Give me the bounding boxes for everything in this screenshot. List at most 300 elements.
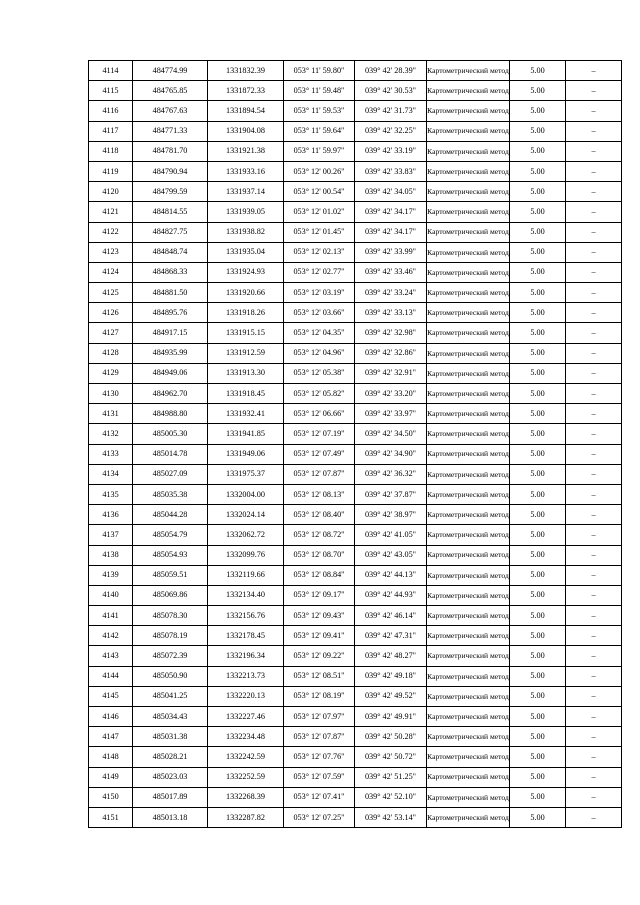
longitude-cell: 039° 42' 33.99" bbox=[355, 242, 427, 262]
latitude-cell: 053° 12' 01.02" bbox=[284, 202, 355, 222]
table-row bbox=[89, 787, 622, 807]
accuracy-cell: 5.00 bbox=[510, 686, 566, 706]
note-cell: – bbox=[566, 81, 622, 101]
method-cell: Картометрический метод bbox=[427, 686, 510, 706]
latitude-cell: 053° 12' 07.97" bbox=[284, 707, 355, 727]
x-coordinate-cell: 485054.93 bbox=[133, 545, 208, 565]
note-cell: – bbox=[566, 262, 622, 282]
longitude-cell: 039° 42' 53.14" bbox=[355, 807, 427, 827]
y-coordinate-cell: 1331913.30 bbox=[208, 363, 284, 383]
longitude-cell: 039° 42' 32.98" bbox=[355, 323, 427, 343]
x-coordinate-cell: 485035.38 bbox=[133, 484, 208, 504]
y-coordinate-cell: 1332220.13 bbox=[208, 686, 284, 706]
latitude-cell: 053° 11' 59.80" bbox=[284, 61, 355, 81]
latitude-cell: 053° 12' 08.19" bbox=[284, 686, 355, 706]
x-coordinate-cell: 485013.18 bbox=[133, 807, 208, 827]
longitude-cell: 039° 42' 34.50" bbox=[355, 424, 427, 444]
point-number-cell: 4127 bbox=[89, 323, 133, 343]
y-coordinate-cell: 1331937.14 bbox=[208, 182, 284, 202]
accuracy-cell: 5.00 bbox=[510, 565, 566, 585]
x-coordinate-cell: 484790.94 bbox=[133, 161, 208, 181]
longitude-cell: 039° 42' 34.17" bbox=[355, 202, 427, 222]
method-cell: Картометрический метод bbox=[427, 262, 510, 282]
method-cell: Картометрический метод bbox=[427, 767, 510, 787]
coordinates-table bbox=[88, 60, 622, 828]
point-number-cell: 4118 bbox=[89, 141, 133, 161]
table-row bbox=[89, 384, 622, 404]
table-row bbox=[89, 363, 622, 383]
longitude-cell: 039° 42' 50.28" bbox=[355, 727, 427, 747]
y-coordinate-cell: 1332156.76 bbox=[208, 606, 284, 626]
latitude-cell: 053° 11' 59.48" bbox=[284, 81, 355, 101]
y-coordinate-cell: 1331904.08 bbox=[208, 121, 284, 141]
table-row bbox=[89, 222, 622, 242]
point-number-cell: 4145 bbox=[89, 686, 133, 706]
accuracy-cell: 5.00 bbox=[510, 807, 566, 827]
table-row bbox=[89, 585, 622, 605]
accuracy-cell: 5.00 bbox=[510, 404, 566, 424]
longitude-cell: 039° 42' 43.05" bbox=[355, 545, 427, 565]
point-number-cell: 4116 bbox=[89, 101, 133, 121]
longitude-cell: 039° 42' 30.53" bbox=[355, 81, 427, 101]
table-row bbox=[89, 666, 622, 686]
note-cell: – bbox=[566, 727, 622, 747]
note-cell: – bbox=[566, 182, 622, 202]
latitude-cell: 053° 12' 09.17" bbox=[284, 585, 355, 605]
table-row bbox=[89, 707, 622, 727]
accuracy-cell: 5.00 bbox=[510, 101, 566, 121]
table-row bbox=[89, 141, 622, 161]
point-number-cell: 4148 bbox=[89, 747, 133, 767]
table-row bbox=[89, 242, 622, 262]
y-coordinate-cell: 1331915.15 bbox=[208, 323, 284, 343]
point-number-cell: 4133 bbox=[89, 444, 133, 464]
accuracy-cell: 5.00 bbox=[510, 727, 566, 747]
longitude-cell: 039° 42' 38.97" bbox=[355, 505, 427, 525]
y-coordinate-cell: 1332119.66 bbox=[208, 565, 284, 585]
table-row bbox=[89, 464, 622, 484]
table-row bbox=[89, 545, 622, 565]
x-coordinate-cell: 485017.89 bbox=[133, 787, 208, 807]
x-coordinate-cell: 484881.50 bbox=[133, 283, 208, 303]
latitude-cell: 053° 12' 00.54" bbox=[284, 182, 355, 202]
latitude-cell: 053° 12' 08.70" bbox=[284, 545, 355, 565]
method-cell: Картометрический метод bbox=[427, 626, 510, 646]
point-number-cell: 4134 bbox=[89, 464, 133, 484]
note-cell: – bbox=[566, 141, 622, 161]
accuracy-cell: 5.00 bbox=[510, 626, 566, 646]
method-cell: Картометрический метод bbox=[427, 606, 510, 626]
longitude-cell: 039° 42' 34.17" bbox=[355, 222, 427, 242]
note-cell: – bbox=[566, 242, 622, 262]
latitude-cell: 053° 12' 07.25" bbox=[284, 807, 355, 827]
x-coordinate-cell: 485005.30 bbox=[133, 424, 208, 444]
note-cell: – bbox=[566, 222, 622, 242]
x-coordinate-cell: 485027.09 bbox=[133, 464, 208, 484]
longitude-cell: 039° 42' 44.13" bbox=[355, 565, 427, 585]
method-cell: Картометрический метод bbox=[427, 363, 510, 383]
latitude-cell: 053° 12' 04.35" bbox=[284, 323, 355, 343]
note-cell: – bbox=[566, 404, 622, 424]
table-row bbox=[89, 101, 622, 121]
x-coordinate-cell: 484767.63 bbox=[133, 101, 208, 121]
note-cell: – bbox=[566, 767, 622, 787]
latitude-cell: 053° 12' 07.59" bbox=[284, 767, 355, 787]
point-number-cell: 4139 bbox=[89, 565, 133, 585]
point-number-cell: 4120 bbox=[89, 182, 133, 202]
longitude-cell: 039° 42' 34.05" bbox=[355, 182, 427, 202]
note-cell: – bbox=[566, 384, 622, 404]
accuracy-cell: 5.00 bbox=[510, 343, 566, 363]
point-number-cell: 4124 bbox=[89, 262, 133, 282]
longitude-cell: 039° 42' 49.52" bbox=[355, 686, 427, 706]
table-row bbox=[89, 404, 622, 424]
accuracy-cell: 5.00 bbox=[510, 707, 566, 727]
table-row bbox=[89, 565, 622, 585]
point-number-cell: 4142 bbox=[89, 626, 133, 646]
point-number-cell: 4151 bbox=[89, 807, 133, 827]
y-coordinate-cell: 1332268.39 bbox=[208, 787, 284, 807]
x-coordinate-cell: 484765.85 bbox=[133, 81, 208, 101]
point-number-cell: 4117 bbox=[89, 121, 133, 141]
latitude-cell: 053° 12' 05.82" bbox=[284, 384, 355, 404]
latitude-cell: 053° 12' 03.66" bbox=[284, 303, 355, 323]
y-coordinate-cell: 1332178.45 bbox=[208, 626, 284, 646]
table-row bbox=[89, 444, 622, 464]
method-cell: Картометрический метод bbox=[427, 61, 510, 81]
point-number-cell: 4122 bbox=[89, 222, 133, 242]
point-number-cell: 4132 bbox=[89, 424, 133, 444]
method-cell: Картометрический метод bbox=[427, 565, 510, 585]
note-cell: – bbox=[566, 101, 622, 121]
note-cell: – bbox=[566, 363, 622, 383]
x-coordinate-cell: 484848.74 bbox=[133, 242, 208, 262]
y-coordinate-cell: 1331949.06 bbox=[208, 444, 284, 464]
method-cell: Картометрический метод bbox=[427, 242, 510, 262]
accuracy-cell: 5.00 bbox=[510, 141, 566, 161]
method-cell: Картометрический метод bbox=[427, 161, 510, 181]
longitude-cell: 039° 42' 32.86" bbox=[355, 343, 427, 363]
table-row bbox=[89, 686, 622, 706]
x-coordinate-cell: 485034.43 bbox=[133, 707, 208, 727]
longitude-cell: 039° 42' 41.05" bbox=[355, 525, 427, 545]
latitude-cell: 053° 12' 07.87" bbox=[284, 727, 355, 747]
table-row bbox=[89, 606, 622, 626]
method-cell: Картометрический метод bbox=[427, 464, 510, 484]
method-cell: Картометрический метод bbox=[427, 81, 510, 101]
table-row bbox=[89, 121, 622, 141]
point-number-cell: 4129 bbox=[89, 363, 133, 383]
latitude-cell: 053° 12' 00.26" bbox=[284, 161, 355, 181]
longitude-cell: 039° 42' 46.14" bbox=[355, 606, 427, 626]
accuracy-cell: 5.00 bbox=[510, 222, 566, 242]
note-cell: – bbox=[566, 606, 622, 626]
accuracy-cell: 5.00 bbox=[510, 61, 566, 81]
method-cell: Картометрический метод bbox=[427, 182, 510, 202]
x-coordinate-cell: 484988.80 bbox=[133, 404, 208, 424]
note-cell: – bbox=[566, 807, 622, 827]
point-number-cell: 4140 bbox=[89, 585, 133, 605]
point-number-cell: 4135 bbox=[89, 484, 133, 504]
note-cell: – bbox=[566, 303, 622, 323]
note-cell: – bbox=[566, 61, 622, 81]
method-cell: Картометрический метод bbox=[427, 323, 510, 343]
latitude-cell: 053° 12' 02.77" bbox=[284, 262, 355, 282]
accuracy-cell: 5.00 bbox=[510, 444, 566, 464]
note-cell: – bbox=[566, 626, 622, 646]
longitude-cell: 039° 42' 32.25" bbox=[355, 121, 427, 141]
note-cell: – bbox=[566, 202, 622, 222]
note-cell: – bbox=[566, 525, 622, 545]
latitude-cell: 053° 12' 07.19" bbox=[284, 424, 355, 444]
y-coordinate-cell: 1331935.04 bbox=[208, 242, 284, 262]
table-row bbox=[89, 182, 622, 202]
accuracy-cell: 5.00 bbox=[510, 262, 566, 282]
x-coordinate-cell: 484774.99 bbox=[133, 61, 208, 81]
longitude-cell: 039° 42' 48.27" bbox=[355, 646, 427, 666]
latitude-cell: 053° 12' 09.22" bbox=[284, 646, 355, 666]
latitude-cell: 053° 12' 08.13" bbox=[284, 484, 355, 504]
method-cell: Картометрический метод bbox=[427, 727, 510, 747]
point-number-cell: 4141 bbox=[89, 606, 133, 626]
longitude-cell: 039° 42' 33.13" bbox=[355, 303, 427, 323]
y-coordinate-cell: 1332234.48 bbox=[208, 727, 284, 747]
accuracy-cell: 5.00 bbox=[510, 666, 566, 686]
latitude-cell: 053° 12' 08.51" bbox=[284, 666, 355, 686]
longitude-cell: 039° 42' 36.32" bbox=[355, 464, 427, 484]
accuracy-cell: 5.00 bbox=[510, 585, 566, 605]
method-cell: Картометрический метод bbox=[427, 787, 510, 807]
method-cell: Картометрический метод bbox=[427, 101, 510, 121]
latitude-cell: 053° 12' 07.76" bbox=[284, 747, 355, 767]
y-coordinate-cell: 1332252.59 bbox=[208, 767, 284, 787]
y-coordinate-cell: 1331933.16 bbox=[208, 161, 284, 181]
x-coordinate-cell: 484935.99 bbox=[133, 343, 208, 363]
document-page bbox=[88, 60, 601, 828]
table-row bbox=[89, 424, 622, 444]
x-coordinate-cell: 484868.33 bbox=[133, 262, 208, 282]
y-coordinate-cell: 1331924.93 bbox=[208, 262, 284, 282]
note-cell: – bbox=[566, 283, 622, 303]
x-coordinate-cell: 485078.30 bbox=[133, 606, 208, 626]
longitude-cell: 039° 42' 31.73" bbox=[355, 101, 427, 121]
table-row bbox=[89, 505, 622, 525]
accuracy-cell: 5.00 bbox=[510, 424, 566, 444]
latitude-cell: 053° 12' 07.41" bbox=[284, 787, 355, 807]
y-coordinate-cell: 1331832.39 bbox=[208, 61, 284, 81]
latitude-cell: 053° 12' 03.19" bbox=[284, 283, 355, 303]
table-row bbox=[89, 767, 622, 787]
longitude-cell: 039° 42' 33.20" bbox=[355, 384, 427, 404]
note-cell: – bbox=[566, 161, 622, 181]
note-cell: – bbox=[566, 424, 622, 444]
point-number-cell: 4143 bbox=[89, 646, 133, 666]
method-cell: Картометрический метод bbox=[427, 646, 510, 666]
point-number-cell: 4146 bbox=[89, 707, 133, 727]
accuracy-cell: 5.00 bbox=[510, 242, 566, 262]
table-row bbox=[89, 283, 622, 303]
x-coordinate-cell: 485031.38 bbox=[133, 727, 208, 747]
note-cell: – bbox=[566, 646, 622, 666]
x-coordinate-cell: 484962.70 bbox=[133, 384, 208, 404]
method-cell: Картометрический метод bbox=[427, 141, 510, 161]
note-cell: – bbox=[566, 585, 622, 605]
latitude-cell: 053° 12' 06.66" bbox=[284, 404, 355, 424]
table-row bbox=[89, 646, 622, 666]
x-coordinate-cell: 485078.19 bbox=[133, 626, 208, 646]
y-coordinate-cell: 1332024.14 bbox=[208, 505, 284, 525]
point-number-cell: 4149 bbox=[89, 767, 133, 787]
point-number-cell: 4136 bbox=[89, 505, 133, 525]
latitude-cell: 053° 12' 08.84" bbox=[284, 565, 355, 585]
latitude-cell: 053° 12' 02.13" bbox=[284, 242, 355, 262]
accuracy-cell: 5.00 bbox=[510, 363, 566, 383]
point-number-cell: 4114 bbox=[89, 61, 133, 81]
x-coordinate-cell: 485028.21 bbox=[133, 747, 208, 767]
table-row bbox=[89, 484, 622, 504]
latitude-cell: 053° 12' 05.38" bbox=[284, 363, 355, 383]
note-cell: – bbox=[566, 505, 622, 525]
x-coordinate-cell: 484781.70 bbox=[133, 141, 208, 161]
latitude-cell: 053° 11' 59.64" bbox=[284, 121, 355, 141]
method-cell: Картометрический метод bbox=[427, 404, 510, 424]
table-row bbox=[89, 303, 622, 323]
method-cell: Картометрический метод bbox=[427, 222, 510, 242]
note-cell: – bbox=[566, 323, 622, 343]
y-coordinate-cell: 1332227.46 bbox=[208, 707, 284, 727]
accuracy-cell: 5.00 bbox=[510, 464, 566, 484]
y-coordinate-cell: 1331939.05 bbox=[208, 202, 284, 222]
point-number-cell: 4126 bbox=[89, 303, 133, 323]
latitude-cell: 053° 12' 08.72" bbox=[284, 525, 355, 545]
method-cell: Картометрический метод bbox=[427, 384, 510, 404]
longitude-cell: 039° 42' 34.90" bbox=[355, 444, 427, 464]
note-cell: – bbox=[566, 666, 622, 686]
x-coordinate-cell: 485069.86 bbox=[133, 585, 208, 605]
x-coordinate-cell: 485072.39 bbox=[133, 646, 208, 666]
note-cell: – bbox=[566, 787, 622, 807]
latitude-cell: 053° 12' 07.87" bbox=[284, 464, 355, 484]
point-number-cell: 4123 bbox=[89, 242, 133, 262]
point-number-cell: 4130 bbox=[89, 384, 133, 404]
y-coordinate-cell: 1332004.00 bbox=[208, 484, 284, 504]
point-number-cell: 4147 bbox=[89, 727, 133, 747]
method-cell: Картометрический метод bbox=[427, 283, 510, 303]
longitude-cell: 039° 42' 33.24" bbox=[355, 283, 427, 303]
accuracy-cell: 5.00 bbox=[510, 323, 566, 343]
point-number-cell: 4131 bbox=[89, 404, 133, 424]
y-coordinate-cell: 1331921.38 bbox=[208, 141, 284, 161]
accuracy-cell: 5.00 bbox=[510, 787, 566, 807]
table-row bbox=[89, 161, 622, 181]
x-coordinate-cell: 484771.33 bbox=[133, 121, 208, 141]
method-cell: Картометрический метод bbox=[427, 545, 510, 565]
method-cell: Картометрический метод bbox=[427, 807, 510, 827]
y-coordinate-cell: 1332099.76 bbox=[208, 545, 284, 565]
accuracy-cell: 5.00 bbox=[510, 182, 566, 202]
longitude-cell: 039° 42' 50.72" bbox=[355, 747, 427, 767]
point-number-cell: 4138 bbox=[89, 545, 133, 565]
longitude-cell: 039° 42' 37.87" bbox=[355, 484, 427, 504]
table-row bbox=[89, 61, 622, 81]
longitude-cell: 039° 42' 44.93" bbox=[355, 585, 427, 605]
table-row bbox=[89, 343, 622, 363]
point-number-cell: 4150 bbox=[89, 787, 133, 807]
method-cell: Картометрический метод bbox=[427, 121, 510, 141]
accuracy-cell: 5.00 bbox=[510, 606, 566, 626]
y-coordinate-cell: 1331920.66 bbox=[208, 283, 284, 303]
table-row bbox=[89, 202, 622, 222]
longitude-cell: 039° 42' 52.10" bbox=[355, 787, 427, 807]
note-cell: – bbox=[566, 545, 622, 565]
method-cell: Картометрический метод bbox=[427, 343, 510, 363]
note-cell: – bbox=[566, 484, 622, 504]
y-coordinate-cell: 1332287.82 bbox=[208, 807, 284, 827]
accuracy-cell: 5.00 bbox=[510, 545, 566, 565]
x-coordinate-cell: 484949.06 bbox=[133, 363, 208, 383]
point-number-cell: 4115 bbox=[89, 81, 133, 101]
latitude-cell: 053° 12' 01.45" bbox=[284, 222, 355, 242]
note-cell: – bbox=[566, 686, 622, 706]
table-row bbox=[89, 727, 622, 747]
note-cell: – bbox=[566, 747, 622, 767]
accuracy-cell: 5.00 bbox=[510, 767, 566, 787]
latitude-cell: 053° 12' 04.96" bbox=[284, 343, 355, 363]
x-coordinate-cell: 484917.15 bbox=[133, 323, 208, 343]
accuracy-cell: 5.00 bbox=[510, 646, 566, 666]
longitude-cell: 039° 42' 49.18" bbox=[355, 666, 427, 686]
method-cell: Картометрический метод bbox=[427, 444, 510, 464]
table-row bbox=[89, 262, 622, 282]
point-number-cell: 4119 bbox=[89, 161, 133, 181]
y-coordinate-cell: 1332196.34 bbox=[208, 646, 284, 666]
longitude-cell: 039° 42' 32.91" bbox=[355, 363, 427, 383]
accuracy-cell: 5.00 bbox=[510, 81, 566, 101]
point-number-cell: 4125 bbox=[89, 283, 133, 303]
y-coordinate-cell: 1331975.37 bbox=[208, 464, 284, 484]
x-coordinate-cell: 485059.51 bbox=[133, 565, 208, 585]
longitude-cell: 039° 42' 28.39" bbox=[355, 61, 427, 81]
coordinates-table-body bbox=[89, 61, 622, 828]
accuracy-cell: 5.00 bbox=[510, 121, 566, 141]
y-coordinate-cell: 1332062.72 bbox=[208, 525, 284, 545]
accuracy-cell: 5.00 bbox=[510, 202, 566, 222]
point-number-cell: 4121 bbox=[89, 202, 133, 222]
method-cell: Картометрический метод bbox=[427, 505, 510, 525]
y-coordinate-cell: 1331894.54 bbox=[208, 101, 284, 121]
method-cell: Картометрический метод bbox=[427, 484, 510, 504]
x-coordinate-cell: 485014.78 bbox=[133, 444, 208, 464]
y-coordinate-cell: 1331872.33 bbox=[208, 81, 284, 101]
note-cell: – bbox=[566, 464, 622, 484]
accuracy-cell: 5.00 bbox=[510, 747, 566, 767]
x-coordinate-cell: 484814.55 bbox=[133, 202, 208, 222]
method-cell: Картометрический метод bbox=[427, 424, 510, 444]
x-coordinate-cell: 485044.28 bbox=[133, 505, 208, 525]
latitude-cell: 053° 12' 09.41" bbox=[284, 626, 355, 646]
method-cell: Картометрический метод bbox=[427, 525, 510, 545]
y-coordinate-cell: 1332134.40 bbox=[208, 585, 284, 605]
longitude-cell: 039° 42' 51.25" bbox=[355, 767, 427, 787]
x-coordinate-cell: 485023.03 bbox=[133, 767, 208, 787]
accuracy-cell: 5.00 bbox=[510, 505, 566, 525]
y-coordinate-cell: 1331912.59 bbox=[208, 343, 284, 363]
accuracy-cell: 5.00 bbox=[510, 303, 566, 323]
method-cell: Картометрический метод bbox=[427, 707, 510, 727]
accuracy-cell: 5.00 bbox=[510, 525, 566, 545]
x-coordinate-cell: 485054.79 bbox=[133, 525, 208, 545]
table-row bbox=[89, 525, 622, 545]
